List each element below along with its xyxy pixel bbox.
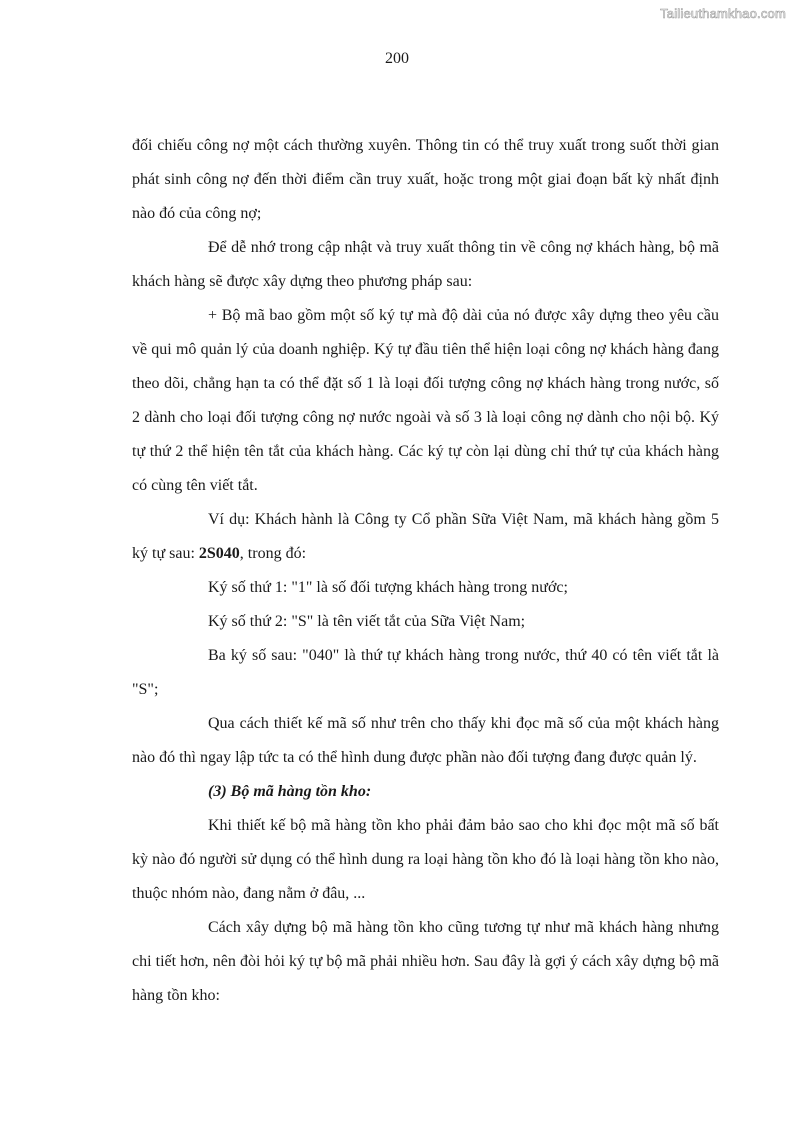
paragraph-intro: Để dễ nhớ trong cập nhật và truy xuất thông tin về công nợ khách hàng, bộ mã khách hàng sẽ được xây dựng theo phương pháp sau:	[132, 239, 719, 290]
paragraph-conclusion: Qua cách thiết kế mã số như trên cho thấy khi đọc mã số của một khách hàng nào đó thì ngay lập tức ta có thể hình dung được phần nào đối tượng đang được quản lý.	[132, 715, 719, 766]
paragraph-digits-3-5: Ba ký số sau: "040" là thứ tự khách hàng trong nước, thứ 40 có tên viết tắt là "S";	[132, 647, 719, 698]
example-text: Ví dụ: Khách hành là Công ty Cổ phần Sữa Việt Nam, mã khách hàng gồm 5 ký tự sau:	[132, 511, 719, 562]
paragraph-digit-2: Ký số thứ 2: "S" là tên viết tắt của Sữa Việt Nam;	[208, 613, 526, 630]
paragraph-continuation: đối chiếu công nợ một cách thường xuyên. Thông tin có thể truy xuất trong suốt thời gian phát sinh công nợ đến thời điểm cần truy xuất, hoặc trong một giai đoạn bất kỳ nhất định nào đó của công nợ;	[132, 137, 719, 222]
paragraph-inventory-method: Cách xây dựng bộ mã hàng tồn kho cũng tương tự như mã khách hàng nhưng chi tiết hơn, nên đòi hỏi ký tự bộ mã phải nhiều hơn. Sau đây là gợi ý cách xây dựng bộ mã hàng tồn kho:	[132, 919, 719, 1004]
watermark-text: Tailieuthamkhao.com	[660, 6, 786, 21]
document-body	[132, 129, 719, 1013]
paragraph-inventory-requirement: Khi thiết kế bộ mã hàng tồn kho phải đảm bảo sao cho khi đọc một mã số bất kỳ nào đó người sử dụng có thể hình dung ra loại hàng tồn kho đó là loại hàng tồn kho nào, thuộc nhóm nào, đang nằm ở đâu, ...	[132, 817, 719, 902]
paragraph-digit-1: Ký số thứ 1: "1" là số đối tượng khách hàng trong nước;	[208, 579, 568, 596]
paragraph-code-structure: + Bộ mã bao gồm một số ký tự mà độ dài của nó được xây dựng theo yêu cầu về qui mô quản lý của doanh nghiệp. Ký tự đầu tiên thể hiện loại công nợ khách hàng đang theo dõi, chẳng hạn ta có thể đặt số 1 là loại đối tượng công nợ khách hàng trong nước, số 2 dành cho loại đối tượng công nợ nước ngoài và số 3 là loại công nợ dành cho nội bộ. Ký tự thứ 2 thể hiện tên tắt của khách hàng. Các ký tự còn lại dùng chỉ thứ tự của khách hàng có cùng tên viết tắt.	[132, 307, 719, 494]
page-number: 200	[385, 50, 409, 67]
example-text-end: , trong đó:	[239, 545, 307, 562]
example-code: 2S040	[198, 545, 240, 562]
paragraph-example	[132, 503, 719, 571]
section-heading: (3) Bộ mã hàng tồn kho:	[208, 783, 372, 800]
